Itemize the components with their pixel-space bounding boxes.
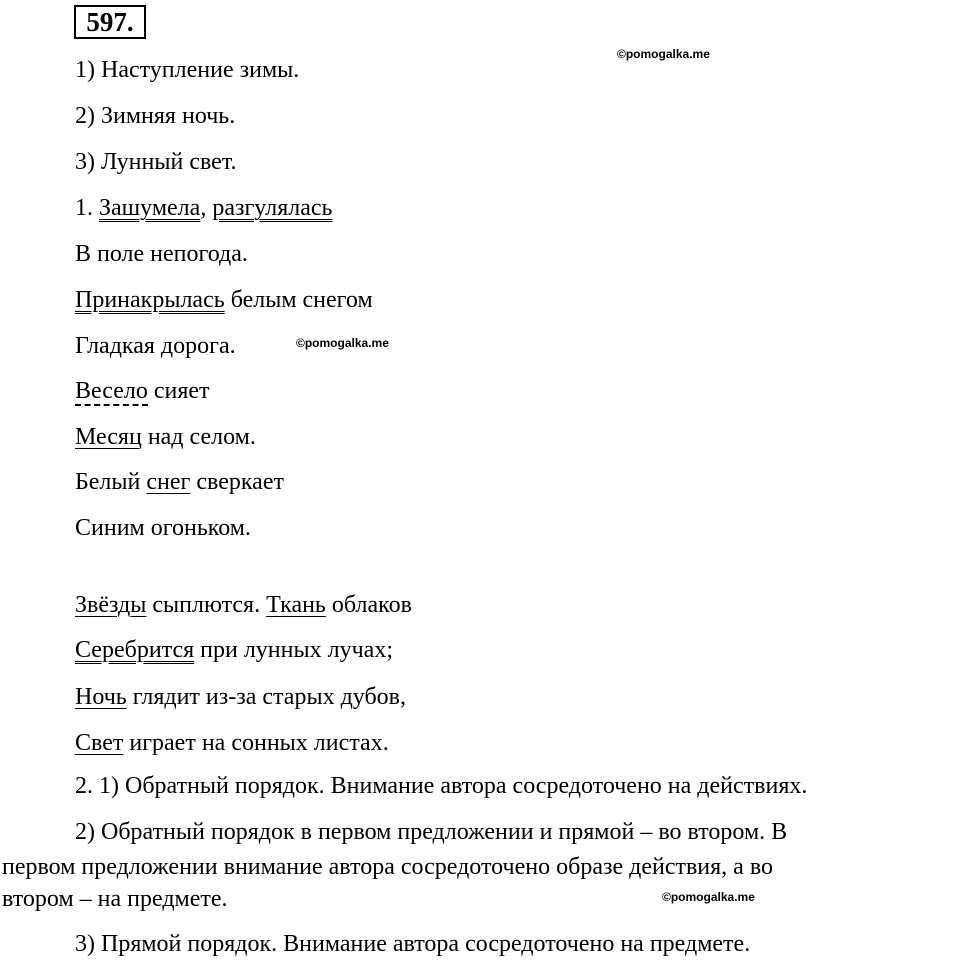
line-rest: при лунных лучах;	[194, 637, 393, 663]
subject: снег	[146, 469, 191, 495]
poem-line: В поле непогода.	[75, 241, 248, 267]
plan-item: 2) Зимняя ночь.	[75, 103, 236, 129]
line-pre: Белый	[75, 469, 147, 495]
poem-line	[75, 636, 393, 664]
line-mid: сыплются.	[146, 592, 267, 618]
watermark: ©pomogalka.me	[296, 336, 389, 350]
exercise-number: 597.	[74, 5, 146, 39]
line-rest: играет на сонных листах.	[123, 730, 389, 756]
subject: Ночь	[75, 684, 127, 710]
plan-item: 1) Наступление зимы.	[75, 57, 300, 83]
watermark: ©pomogalka.me	[617, 47, 710, 61]
adverbial: Весело	[75, 378, 148, 404]
line-rest: белым снегом	[224, 287, 373, 313]
subject: Звёзды	[75, 592, 147, 618]
poem-line	[75, 286, 373, 314]
poem-line	[75, 377, 210, 405]
poem-line	[75, 194, 332, 222]
poem-line: Гладкая дорога.	[75, 333, 236, 359]
watermark: ©pomogalka.me	[662, 890, 755, 904]
predicate: Зашумела	[99, 195, 201, 221]
poem-line	[75, 423, 256, 451]
line-rest: облаков	[325, 592, 412, 618]
plan-item: 3) Лунный свет.	[75, 149, 237, 175]
predicate: Серебрится	[75, 637, 195, 663]
poem-line: Синим огоньком.	[75, 515, 251, 541]
line-prefix: 1.	[75, 195, 99, 221]
line-rest: над селом.	[141, 424, 256, 450]
answer-2-line-3: втором – на предмете.	[2, 886, 228, 912]
subject: Ткань	[266, 592, 326, 618]
predicate: Принакрылась	[75, 287, 225, 313]
answer-3: 3) Прямой порядок. Внимание автора сосредоточено на предмете.	[75, 931, 751, 957]
answer-2-line-2: первом предложении внимание автора сосредоточено образе действия, а во	[2, 854, 773, 880]
poem-line	[75, 468, 284, 496]
line-rest: глядит из-за старых дубов,	[126, 684, 407, 710]
answer-1: 2. 1) Обратный порядок. Внимание автора сосредоточено на действиях.	[75, 773, 808, 799]
poem-line	[75, 683, 406, 711]
separator: ,	[200, 195, 213, 221]
line-rest: сияет	[147, 378, 210, 404]
line-rest: сверкает	[190, 469, 284, 495]
subject: Месяц	[75, 424, 142, 450]
poem-line	[75, 591, 412, 619]
predicate: разгулялась	[212, 195, 333, 221]
subject: Свет	[75, 730, 124, 756]
answer-2-line-1: 2) Обратный порядок в первом предложении и прямой – во втором. В	[75, 819, 788, 845]
poem-line	[75, 729, 389, 757]
